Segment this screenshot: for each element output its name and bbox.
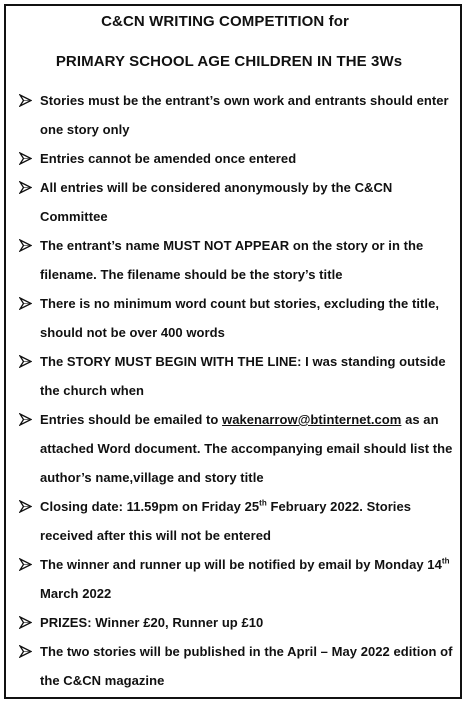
competition-notice: [4, 4, 462, 699]
rule-text-end: March 2022: [40, 586, 112, 601]
rule-item: [16, 289, 456, 347]
arrowhead-bullet-icon: [18, 405, 32, 434]
rule-item: [16, 492, 456, 550]
rule-item: [16, 405, 456, 492]
ordinal-suffix: th: [259, 498, 267, 508]
arrowhead-bullet-icon: [18, 289, 32, 318]
rule-text-start: Entries should be emailed to: [40, 412, 223, 427]
rule-text: All entries will be considered anonymously by the C&CN Committee: [40, 180, 393, 224]
arrowhead-bullet-icon: [18, 492, 32, 521]
rule-text: Stories must be the entrant’s own work and entrants should enter one story only: [40, 93, 449, 137]
rule-item: [16, 637, 456, 695]
rule-item: [16, 608, 456, 637]
rule-text-start: The winner and runner up will be notified by email by Monday 14: [40, 557, 442, 572]
rule-text: The two stories will be published in the April – May 2022 edition of the C&CN magazine: [40, 644, 453, 688]
ordinal-suffix: th: [441, 556, 450, 566]
rule-text: The entrant’s name MUST NOT APPEAR on the story or in the filename. The filename should be the story’s title: [40, 238, 424, 282]
email-link[interactable]: wakenarrow@btinternet.com: [222, 412, 402, 427]
rule-item: [16, 173, 456, 231]
rule-item: [16, 550, 456, 608]
arrowhead-bullet-icon: [18, 86, 32, 115]
notice-title-line-2: PRIMARY SCHOOL AGE CHILDREN IN THE 3Ws: [55, 53, 403, 70]
rule-text-end: February 2022. Stories received after this will not be entered: [40, 499, 412, 543]
arrowhead-bullet-icon: [18, 144, 32, 173]
arrowhead-bullet-icon: [18, 173, 32, 202]
rule-text-start: Closing date: 11.59pm on Friday 25: [40, 499, 260, 514]
arrowhead-bullet-icon: [18, 637, 32, 666]
rule-text: The STORY MUST BEGIN WITH THE LINE: I was standing outside the church when: [40, 354, 446, 398]
arrowhead-bullet-icon: [18, 608, 32, 637]
rule-item: [16, 86, 456, 144]
rule-text: There is no minimum word count but stories, excluding the title, should not be over 400 words: [40, 296, 440, 340]
arrowhead-bullet-icon: [18, 550, 32, 579]
rule-item: [16, 231, 456, 289]
rule-item: [16, 144, 456, 173]
rule-text: Entries cannot be amended once entered: [40, 151, 297, 166]
arrowhead-bullet-icon: [18, 231, 32, 260]
rule-text: PRIZES: Winner £20, Runner up £10: [40, 615, 264, 630]
rule-text-end: as an attached Word document. The accompanying email should list the author’s name,village and story title: [40, 412, 453, 485]
notice-title-line-1: C&CN WRITING COMPETITION for: [101, 13, 349, 30]
rule-item: [16, 347, 456, 405]
arrowhead-bullet-icon: [18, 347, 32, 376]
rules-list: [16, 86, 456, 695]
